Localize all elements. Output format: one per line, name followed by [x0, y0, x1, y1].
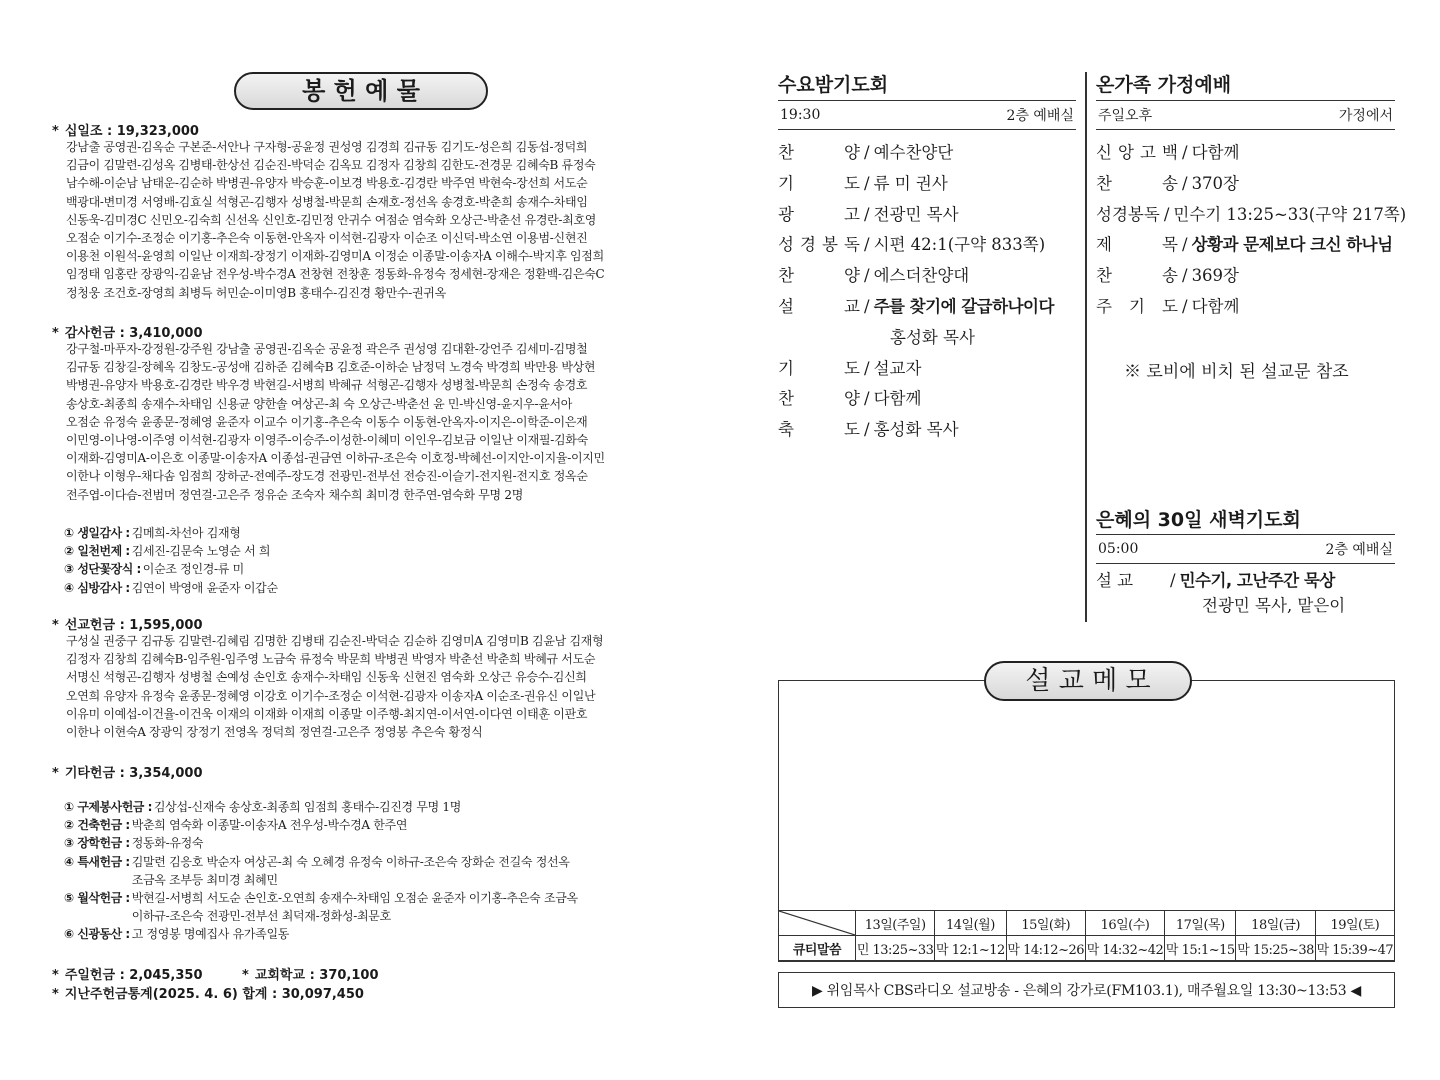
qt-day-header: 15일(화) — [1006, 911, 1085, 936]
dawn-order-key: 설 교 — [1096, 571, 1134, 590]
sub-item-label: ③ 장학헌금 : — [64, 836, 130, 851]
qt-passage: 막 14:32~42 — [1085, 936, 1164, 961]
order-row: 찬 양 / 에스더찬양대 — [778, 261, 1078, 292]
order-key: 찬 송 — [1096, 266, 1178, 286]
family-info — [1096, 100, 1395, 130]
sub-item — [64, 524, 664, 542]
asterisk-icon: * — [52, 618, 59, 633]
family-title: 온가족 가정예배 — [1096, 74, 1232, 96]
family-order — [1096, 138, 1407, 323]
name-line: 이용천 이원석-윤영희 이일난 이재희-장정기 이재화-김영미A 이정순 이종말-이송자A 이해수-박지후 임점희 — [66, 249, 604, 264]
sub-item-value-cont: 이하규-조은숙 전광민-전부선 최덕재-정화성-최문호 — [131, 909, 391, 924]
order-value: 상황과 문제보다 크신 하나님 — [1191, 235, 1393, 255]
order-value: 민수기 13:25~33(구약 217쪽) — [1173, 204, 1407, 224]
wednesday-place: 2층 예배실 — [1006, 108, 1074, 124]
sub-item-value: 박현길-서병희 서도순 손인호-오연희 송재수-차태임 오점순 윤준자 이기홍-추은숙 조금옥 — [131, 891, 578, 906]
order-key: 성 경 봉 독 — [1096, 204, 1160, 224]
order-key: 찬 송 — [1096, 173, 1178, 193]
wednesday-info — [778, 100, 1076, 130]
sub-item-value-cont: 조금옥 조부등 최미경 최혜민 — [131, 872, 278, 887]
qt-passage: 막 14:12~26 — [1006, 936, 1085, 961]
sub-item — [64, 816, 664, 834]
qt-passage: 막 15:1~15 — [1165, 936, 1236, 961]
sub-item-value: 김메희-차선아 김재형 — [131, 526, 241, 540]
asterisk-icon: * — [52, 326, 59, 341]
qt-day-header: 18일(금) — [1236, 911, 1315, 936]
dawn-place: 2층 예배실 — [1325, 542, 1393, 558]
name-line: 김정자 김창희 김혜숙B-임주원-임주영 노금숙 류정숙 박문희 박병권 박영자 박춘선 박춘희 박혜규 서도순 — [66, 652, 596, 667]
school-offering: * 교회학교 : 370,100 — [242, 968, 379, 983]
offering-title: 봉 헌 예 물 — [234, 72, 488, 110]
sub-item — [64, 834, 664, 852]
name-line: 강구철-마푸자-강정원-강주원 강남출 공영권-김옥순 공윤정 곽은주 권성영 김대환-강언주 김세미-김명철 — [66, 342, 588, 356]
sub-item — [64, 798, 664, 816]
qt-passage-row — [779, 936, 1395, 961]
last-week-total: * 지난주헌금통계(2025. 4. 6) 합계 : 30,097,450 — [52, 987, 364, 1002]
dawn-time: 05:00 — [1098, 541, 1139, 557]
sub-item-value: 정동화-유정숙 — [131, 836, 204, 851]
order-row: 찬 송 / 370장 — [1096, 169, 1396, 200]
mission-names — [66, 632, 656, 741]
sub-item-value: 김상섭-신재숙 송상호-최종희 임점희 홍태수-김진경 무명 1명 — [153, 800, 462, 814]
qt-header-row — [779, 911, 1395, 936]
sub-item-label: ④ 심방감사 : — [64, 580, 130, 595]
order-row: 광 고 / 전광민 목사 — [778, 200, 1078, 231]
name-line: 오연희 유양자 유정숙 윤종문-정혜영 이강호 이기수-조정순 이석현-김광자 이송자A 이순조-권유신 이일난 — [66, 688, 596, 703]
sub-item-value: 김세진-김문숙 노영순 서 희 — [131, 544, 271, 559]
dawn-info — [1096, 534, 1395, 564]
family-place: 가정에서 — [1338, 108, 1393, 124]
qt-passage: 민 13:25~33 — [856, 936, 935, 961]
family-time: 주일오후 — [1098, 108, 1153, 124]
order-row: 설 교 / 주를 찾기에 갈급하나이다 — [778, 292, 1078, 323]
asterisk-icon: * — [242, 968, 249, 983]
qt-table — [778, 910, 1395, 961]
sub-item-value: 박춘희 염숙화 이종말-이송자A 전우성-박수경A 한주연 — [131, 818, 408, 833]
sub-item — [64, 542, 664, 560]
order-key: 기 도 — [778, 173, 860, 193]
name-line: 임정태 임홍란 장광익-김윤남 전우성-박수경A 전창현 전창훈 정동화-유정숙 정세현-장재은 정환백-김은숙C — [66, 267, 605, 282]
order-value: 주를 찾기에 갈급하나이다 — [873, 296, 1054, 316]
order-value-cont: 홍성화 목사 — [890, 327, 975, 347]
order-row: 제 목 / 상황과 문제보다 크신 하나님 — [1096, 230, 1396, 261]
name-line: 이재화-김영미A-이은호 이종말-이송자A 이종섭-권금연 이하규-조은숙 이호정-박혜선-이지안-이지율-이지민 — [66, 451, 605, 466]
tithe-heading: * 십일조 : 19,323,000 — [52, 124, 199, 139]
dawn-order-value2: 전광민 목사, 맡은이 — [1202, 596, 1346, 615]
sub-item-value: 고 정영봉 명예집사 유가족일동 — [131, 927, 290, 942]
qt-corner-cell — [779, 911, 856, 936]
asterisk-icon: * — [52, 766, 59, 781]
asterisk-icon: * — [52, 987, 59, 1002]
qt-day-header: 13일(주일) — [856, 911, 935, 936]
order-value: 홍성화 목사 — [873, 420, 959, 440]
order-key: 기 도 — [778, 358, 860, 378]
sub-item-value: 이순조 정인경-류 미 — [142, 562, 244, 577]
order-key: 광 고 — [778, 204, 860, 224]
name-line: 신동욱-김미경C 신민오-김숙희 신선옥 신인호-김민정 안귀수 여점순 염숙화 오상근-박춘선 유경란-최호영 — [66, 212, 597, 227]
order-value: 전광민 목사 — [873, 204, 959, 224]
order-row: 신 앙 고 백 / 다함께 — [1096, 138, 1396, 169]
diagonal-line-icon — [779, 911, 855, 935]
name-line: 김금이 김말련-김성옥 김병태-한상선 김순진-박덕순 김옥묘 김정자 김창희 김한도-전경문 김혜숙B 류정숙 — [66, 158, 596, 173]
order-key: 찬 양 — [778, 389, 860, 409]
sermon-memo-title: 설 교 메 모 — [984, 661, 1192, 701]
sub-item — [64, 925, 664, 943]
thanks-heading: * 감사헌금 : 3,410,000 — [52, 326, 203, 341]
dawn-title: 은혜의 30일 새벽기도회 — [1096, 509, 1301, 531]
sub-item-value: 김연이 박영애 윤준자 이갑순 — [131, 580, 278, 595]
name-line: 이한나 이형우-채다솜 임점희 장하군-전예주-장도경 전광민-전부선 전승진-이슬기-전지원-전지호 정옥순 — [66, 469, 588, 484]
sub-item-label: ⑤ 월삭헌금 : — [64, 891, 130, 906]
asterisk-icon: * — [52, 124, 59, 139]
name-line: 전주엽-이다슴-전범머 정연걸-고은주 정유순 조숙자 채수희 최미경 한주연-염숙화 무명 2명 — [66, 487, 523, 502]
order-row: 성 경 봉 독 / 시편 42:1(구약 833쪽) — [778, 230, 1078, 261]
order-value: 시편 42:1(구약 833쪽) — [873, 235, 1046, 255]
column-divider — [1085, 72, 1087, 622]
thanks-sub-list — [64, 524, 664, 597]
order-value: 369장 — [1191, 266, 1239, 286]
family-note: ※ 로비에 비치 된 설교문 참조 — [1124, 362, 1349, 382]
dawn-order-value: 민수기, 고난주간 묵상 — [1179, 571, 1335, 590]
order-value: 다함께 — [873, 389, 922, 409]
order-key: 설 교 — [778, 296, 860, 316]
thanks-names — [66, 340, 656, 504]
sub-item-label: ① 구제봉사헌금 : — [64, 800, 152, 814]
order-key: 찬 양 — [778, 143, 860, 162]
sub-item-label: ② 건축헌금 : — [64, 818, 130, 833]
broadcast-banner: ▶ 위임목사 CBS라디오 설교방송 - 은혜의 강가로(FM103.1), 매주월요일 13:30~13:53 ◀ — [778, 972, 1395, 1008]
sub-item-label: ④ 특새헌금 : — [64, 854, 130, 869]
sub-item-label: ① 생일감사 : — [64, 526, 130, 540]
order-key: 신 앙 고 백 — [1096, 143, 1178, 162]
order-key: 찬 양 — [778, 266, 860, 286]
sub-item-label: ③ 성단꽃장식 : — [64, 562, 141, 577]
dawn-order: 설 교 / 민수기, 고난주간 묵상 전광민 목사, 맡은이 — [1096, 568, 1396, 618]
name-line: 오점순 유정숙 윤종문-정혜영 윤준자 이교수 이기홍-추은숙 이동수 이동현-안옥자-이지은-이학준-이은재 — [66, 414, 588, 429]
sunday-offering: * 주일헌금 : 2,045,350 — [52, 968, 203, 983]
order-key: 축 도 — [778, 420, 860, 440]
qt-passage: 막 12:1~12 — [935, 936, 1006, 961]
order-value: 설교자 — [873, 358, 922, 378]
order-key: 성 경 봉 독 — [778, 235, 860, 255]
name-line: 김규동 김창길-장혜옥 김창도-공성애 김하준 김혜숙B 김호준-이하순 남정덕 노경숙 박경희 박만용 박상현 — [66, 360, 596, 375]
name-line: 강남출 공영권-김옥순 구본준-서안나 구자형-공윤정 권성영 김경희 김규동 김기도-성은희 김동섭-정덕희 — [66, 140, 588, 154]
order-row: 찬 송 / 369장 — [1096, 261, 1396, 292]
order-row: 기 도 / 류 미 권사 — [778, 169, 1078, 200]
wednesday-title: 수요밤기도회 — [778, 74, 889, 96]
name-line: 이민영-이나영-이주영 이석현-김광자 이영주-이승주-이성한-이혜미 이인우-김보금 이일난 이재필-김화숙 — [66, 433, 588, 448]
order-value: 370장 — [1191, 173, 1239, 193]
qt-day-header: 19일(토) — [1315, 911, 1394, 936]
order-row: 주 기 도 / 다함께 — [1096, 292, 1396, 323]
name-line: 남수해-이순남 남태운-김순하 박병권-유양자 박승훈-이보경 박용호-김경란 박주연 박현숙-장선희 서도순 — [66, 176, 588, 191]
name-line: 서명신 석형곤-김행자 성병철 손예성 손인호 송재수-차태임 신동욱 신현진 염숙화 오상근 유승수-김신희 — [66, 670, 587, 685]
order-value: 예수찬양단 — [873, 143, 954, 162]
other-sub-list — [64, 798, 664, 944]
order-key: 주 기 도 — [1096, 296, 1178, 316]
order-row: 성 경 봉 독 / 민수기 13:25~33(구약 217쪽) — [1096, 200, 1396, 231]
sub-item-label: ② 일천번제 : — [64, 544, 130, 559]
qt-passage: 막 15:25~38 — [1236, 936, 1315, 961]
tithe-names — [66, 138, 656, 302]
qt-day-header: 14일(월) — [935, 911, 1006, 936]
order-value: 류 미 권사 — [873, 173, 948, 193]
order-row-cont — [778, 323, 1078, 354]
name-line: 오점순 이기수-조정순 이기홍-추은숙 이동현-안옥자 이석현-김광자 이순조 이신덕-박소연 이용범-신현진 — [66, 231, 588, 246]
sub-item-value: 김말련 김응호 박순자 여상곤-최 숙 오혜경 유정숙 이하규-조은숙 장화순 전길숙 정선옥 — [131, 854, 570, 869]
wednesday-time: 19:30 — [780, 107, 821, 123]
name-line: 송상호-최종희 송재수-차태임 신용균 양한솔 여상곤-최 숙 오상근-박춘선 윤 민-박신영-윤지우-윤서아 — [66, 396, 573, 411]
name-line: 구성실 권중구 김규동 김말련-김혜림 김명한 김병태 김순진-박덕순 김순하 김영미A 김영미B 김윤남 김재형 — [66, 634, 604, 648]
order-key: 제 목 — [1096, 235, 1178, 255]
name-line: 이유미 이예섭-이건율-이건욱 이재의 이재화 이재희 이종말 이주행-최지연-이서연-이다연 이태훈 이판호 — [66, 706, 588, 721]
other-heading: * 기타헌금 : 3,354,000 — [52, 766, 203, 781]
wednesday-order — [778, 138, 1078, 446]
name-line: 백광대-변미경 서영배-김효실 석형곤-김행자 성병철-박문희 손재호-정선옥 송경호-박춘희 송재수-차태임 — [66, 194, 588, 209]
sub-item-label: ⑥ 신광동산 : — [64, 927, 130, 942]
name-line: 박병권-유양자 박용호-김경란 박우경 박현길-서병희 박혜규 석형곤-김행자 성병철-박문희 손정숙 송경호 — [66, 378, 588, 393]
sub-item — [64, 889, 664, 925]
qt-day-header: 16일(수) — [1085, 911, 1164, 936]
order-value: 다함께 — [1191, 296, 1240, 316]
mission-heading: * 선교헌금 : 1,595,000 — [52, 618, 203, 633]
qt-passage: 막 15:39~47 — [1315, 936, 1394, 961]
order-value: 에스더찬양대 — [873, 266, 970, 286]
name-line: 정청웅 조건호-장영희 최병득 허민순-이미영B 홍태수-김진경 황만수-권귀옥 — [66, 285, 446, 300]
order-row: 기 도 / 설교자 — [778, 354, 1078, 385]
order-row: 축 도 / 홍성화 목사 — [778, 415, 1078, 446]
qt-day-header: 17일(목) — [1165, 911, 1236, 936]
sub-item — [64, 579, 664, 597]
qt-row-label: 큐티말씀 — [779, 936, 856, 961]
sub-item — [64, 853, 664, 889]
order-row: 찬 양 / 예수찬양단 — [778, 138, 1078, 169]
order-row: 찬 양 / 다함께 — [778, 384, 1078, 415]
name-line: 이한나 이현숙A 장광익 장정기 전영옥 정덕희 정연걸-고은주 정영봉 추은숙 황정식 — [66, 725, 483, 740]
sub-item — [64, 560, 664, 578]
order-value: 다함께 — [1191, 143, 1240, 162]
asterisk-icon: * — [52, 968, 59, 983]
